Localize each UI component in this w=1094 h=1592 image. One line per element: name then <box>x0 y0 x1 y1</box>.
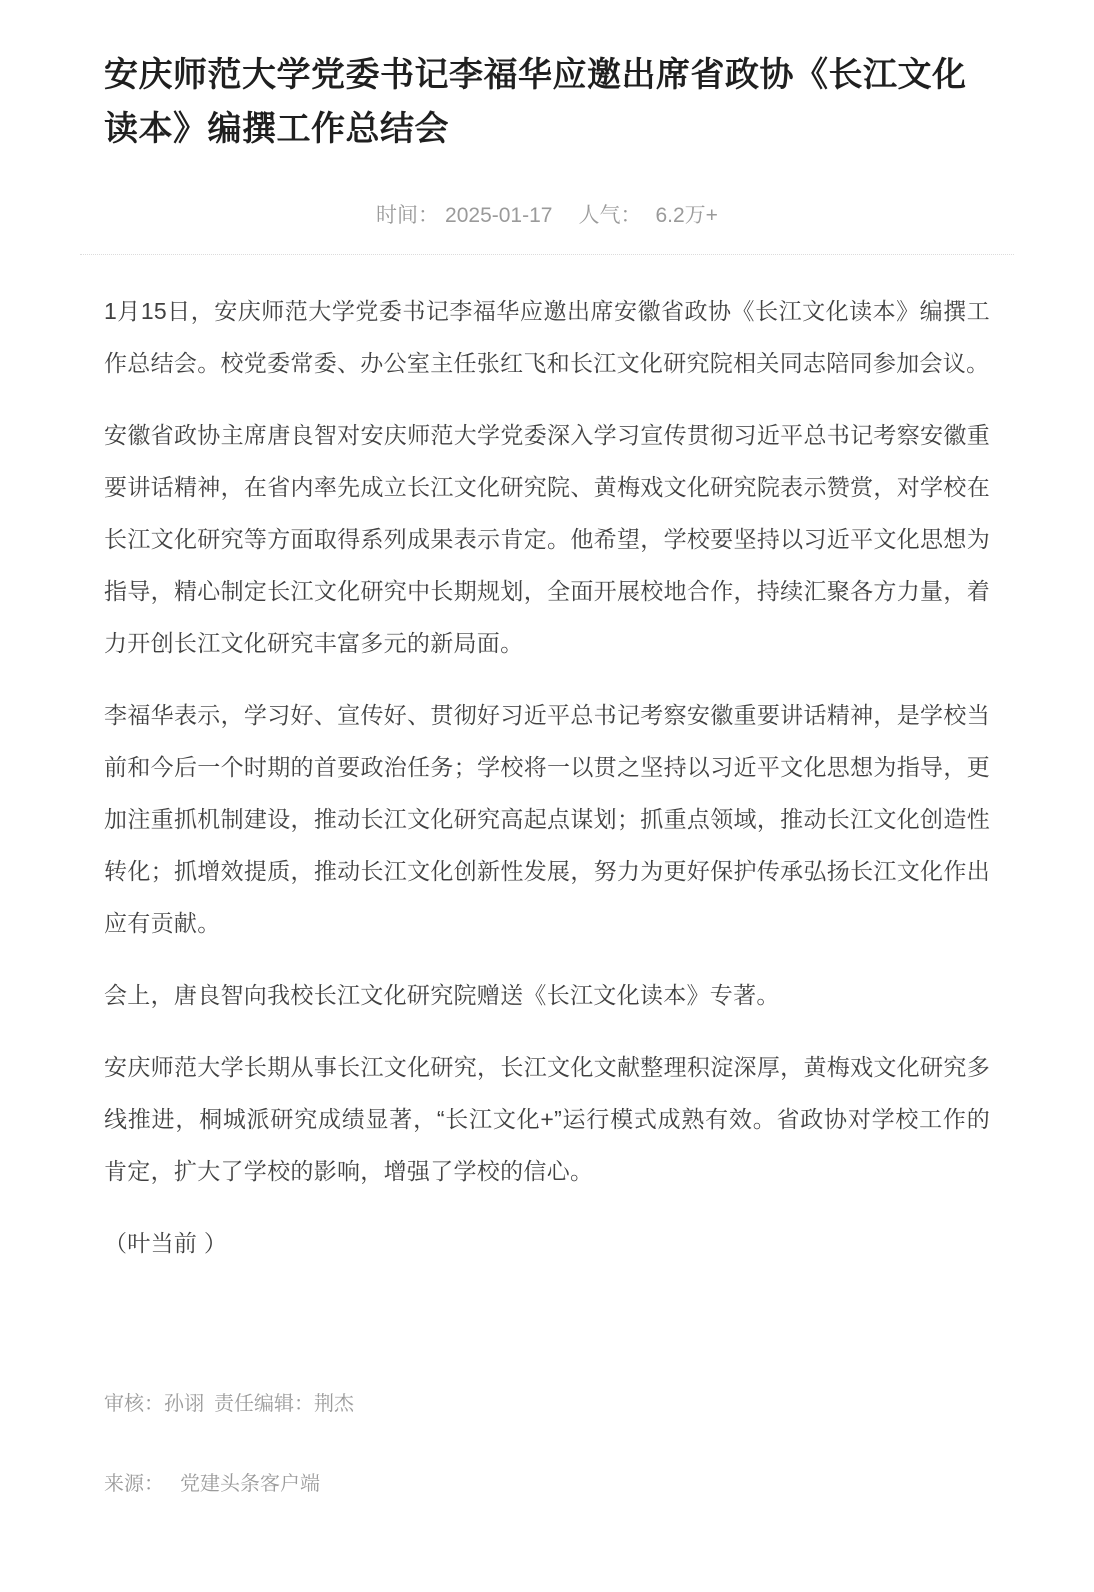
article-paragraph: 安徽省政协主席唐良智对安庆师范大学党委深入学习宣传贯彻习近平总书记考察安徽重要讲话精神，在省内率先成立长江文化研究院、黄梅戏文化研究院表示赞赏，对学校在长江文化研究等方面取得系列成果表示肯定。他希望，学校要坚持以习近平文化思想为指导，精心制定长江文化研究中长期规划，全面开展校地合作，持续汇聚各方力量，着力开创长江文化研究丰富多元的新局面。 <box>104 422 990 656</box>
article-meta <box>104 202 990 230</box>
meta-time-label: 时间： <box>376 204 440 227</box>
article-body <box>104 285 990 1269</box>
article-paragraph: 1月15日，安庆师范大学党委书记李福华应邀出席安徽省政协《长江文化读本》编撰工作总结会。校党委常委、办公室主任张红飞和长江文化研究院相关同志陪同参加会议。 <box>104 298 990 376</box>
reviewer-name: 孙诩 <box>164 1393 204 1415</box>
meta-time-value: 2025-01-17 <box>445 204 553 227</box>
divider <box>80 254 1014 255</box>
meta-views-value: 6.2万+ <box>655 204 718 227</box>
review-line <box>104 1389 990 1419</box>
source-label: 来源： <box>104 1473 164 1495</box>
article-title: 安庆师范大学党委书记李福华应邀出席省政协《长江文化读本》编撰工作总结会 <box>104 56 967 148</box>
source-name: 党建头条客户端 <box>180 1473 320 1495</box>
source-line <box>104 1469 990 1499</box>
editor-label: 责任编辑： <box>214 1393 314 1415</box>
article-author-byline: （叶当前 ） <box>104 1230 228 1256</box>
article-paragraph: 会上，唐良智向我校长江文化研究院赠送《长江文化读本》专著。 <box>104 982 780 1008</box>
article-footer <box>104 1389 990 1499</box>
article-paragraph: 李福华表示，学习好、宣传好、贯彻好习近平总书记考察安徽重要讲话精神，是学校当前和今后一个时期的首要政治任务；学校将一以贯之坚持以习近平文化思想为指导，更加注重抓机制建设，推动长江文化研究高起点谋划；抓重点领域，推动长江文化创造性转化；抓增效提质，推动长江文化创新性发展，努力为更好保护传承弘扬长江文化作出应有贡献。 <box>104 702 990 936</box>
meta-views-label: 人气： <box>578 204 642 227</box>
article-paragraph: 安庆师范大学长期从事长江文化研究，长江文化文献整理积淀深厚，黄梅戏文化研究多线推进，桐城派研究成绩显著，“长江文化+”运行模式成熟有效。省政协对学校工作的肯定，扩大了学校的影响，增强了学校的信心。 <box>104 1054 990 1184</box>
editor-name: 荆杰 <box>314 1393 354 1415</box>
review-label: 审核： <box>104 1393 164 1415</box>
